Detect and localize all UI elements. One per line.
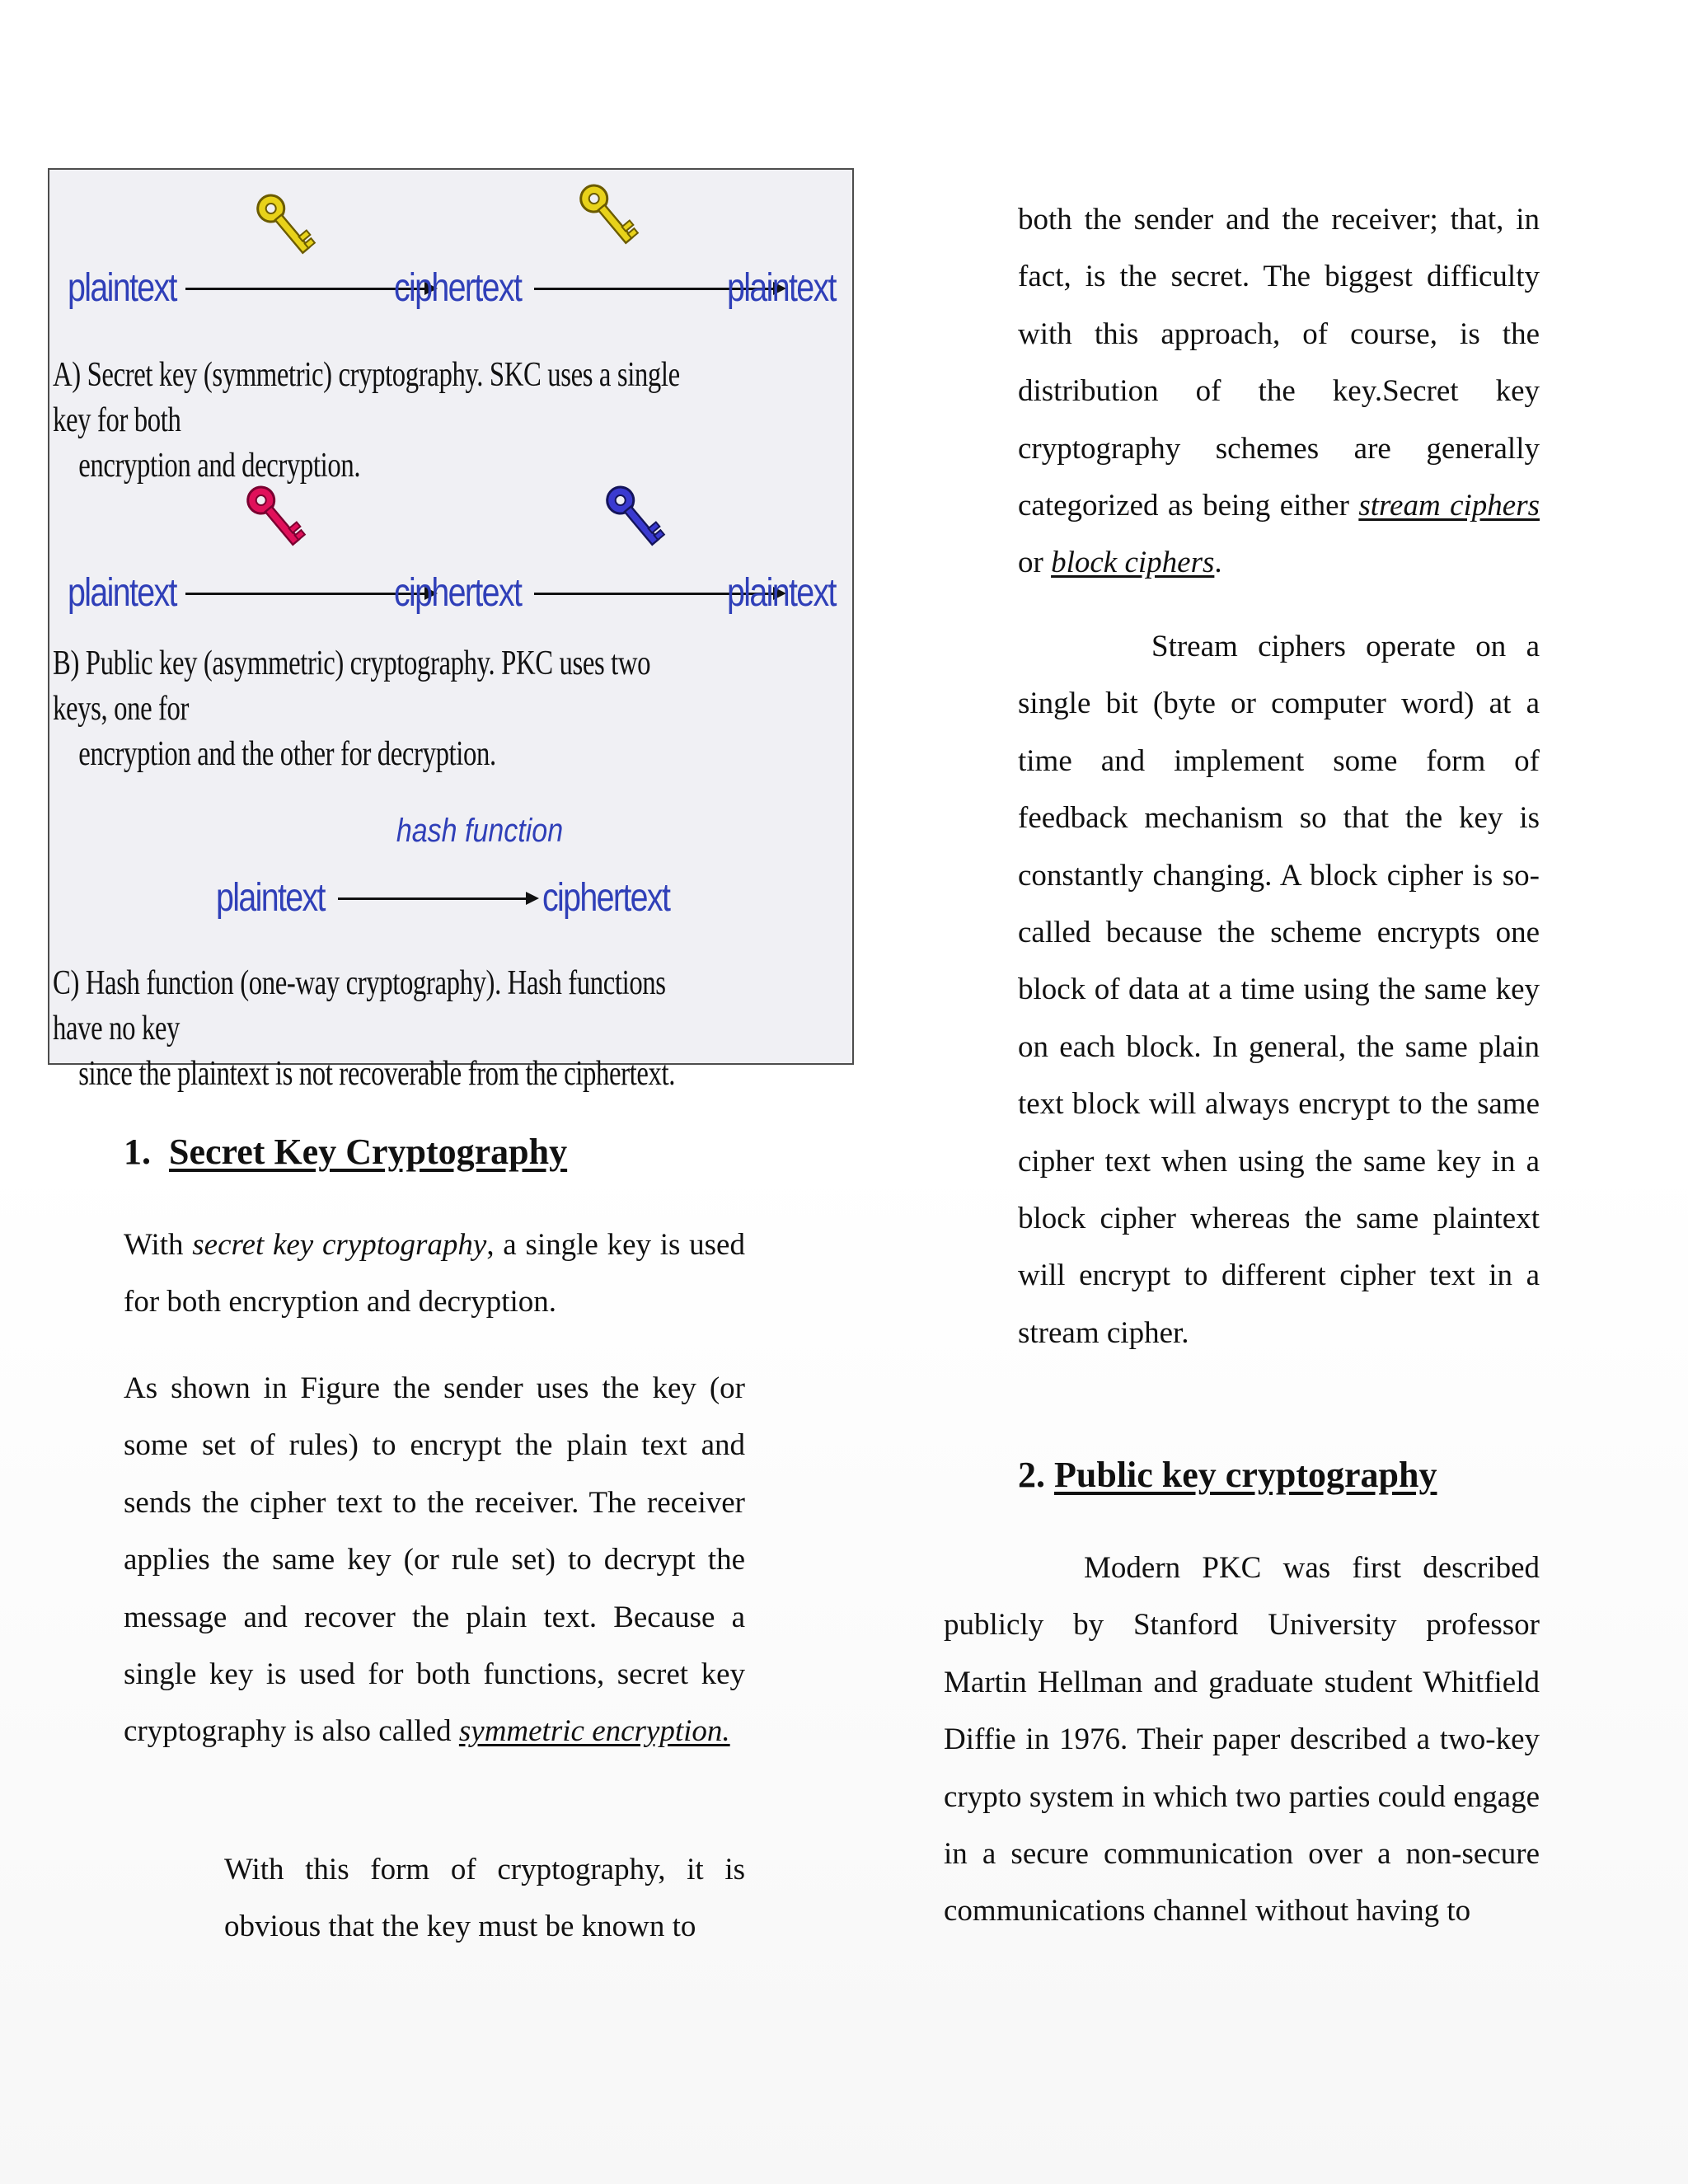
paragraph-skc-intro xyxy=(124,1216,745,1331)
paragraph-key-distribution xyxy=(1018,191,1540,592)
caption-a-line1: A) Secret key (symmetric) cryptography. SKC uses a single key for both xyxy=(53,356,680,439)
flow-plaintext-a2: plaintext xyxy=(727,266,836,310)
flow-plaintext-c: plaintext xyxy=(216,876,325,920)
paragraph-pkc-history: Modern PKC was first described publicly by Stanford University professor Martin Hellman and graduate student Whitfield Diffie in 1976. Their paper described a two-key crypto system in which two parties could engage in a secure communication over a non-secure communications channel without having to xyxy=(944,1551,1540,1929)
flow-plaintext-a1: plaintext xyxy=(68,266,176,310)
section-number: 1. xyxy=(124,1132,151,1172)
section-number: 2. xyxy=(1018,1455,1045,1495)
flow-ciphertext-c: ciphertext xyxy=(542,876,670,920)
flow-ciphertext-b: ciphertext xyxy=(394,571,522,615)
figure-caption-a xyxy=(53,353,696,489)
link-stream-ciphers[interactable]: stream ciphers xyxy=(1358,489,1540,523)
flow-ciphertext-a: ciphertext xyxy=(394,266,522,310)
emphasis-term: secret key cryptography xyxy=(192,1228,487,1262)
caption-c-line1: C) Hash function (one-way cryptography). Hash functions have no key xyxy=(53,964,666,1047)
text-span: . xyxy=(1214,546,1222,580)
private-key-icon xyxy=(603,478,669,560)
paragraph-stream-block-ciphers: Stream ciphers operate on a single bit (byte or computer word) at a time and implement some form of feedback mechanism so that the key is constantly changing. A block cipher is so- called because the scheme encrypts one block of data at a time using the same key on each block. In general, the same plain text block will always encrypt to the same cipher text when using the same key in a block cipher whereas the same plaintext will encrypt to different cipher text in a stream cipher. xyxy=(1018,630,1540,1350)
flow-plaintext-b2: plaintext xyxy=(727,571,836,615)
text-span: , a single key is used for both encryption and decryption. xyxy=(124,1228,745,1319)
secret-key-icon xyxy=(577,176,643,259)
figure-row-public-key xyxy=(49,560,852,626)
flow-plaintext-b1: plaintext xyxy=(68,571,176,615)
caption-c-line2: since the plaintext is not recoverable from the ciphertext. xyxy=(78,1055,676,1093)
section-heading-public-key xyxy=(1018,1451,1437,1500)
link-symmetric-encryption[interactable]: symmetric encryption. xyxy=(458,1714,730,1749)
public-key-icon xyxy=(244,478,310,560)
secret-key-icon xyxy=(254,186,320,269)
caption-b-line1: B) Public key (asymmetric) cryptography. PKC uses two keys, one for xyxy=(53,644,651,728)
section-title: Secret Key Cryptography xyxy=(169,1132,568,1172)
caption-a-line2: encryption and decryption. xyxy=(78,447,361,485)
figure-row-secret-key xyxy=(49,255,852,321)
section-title: Public key cryptography xyxy=(1054,1455,1437,1495)
text-span: or xyxy=(1018,546,1052,580)
section-heading-secret-key xyxy=(124,1127,567,1177)
paragraph-skc-process xyxy=(124,1360,745,1760)
figure-caption-c xyxy=(53,961,696,1097)
flow-arrow xyxy=(338,898,536,900)
figure-caption-b xyxy=(53,641,696,777)
text-span: As shown in Figure the sender uses the key (or some set of rules) to encrypt the plain text and sends the cipher text to the receiver. The receiver applies the same key (or rule set) to decrypt the message and recover the plain text. Because a single key is used for both functions, secret key cryptography is also called xyxy=(124,1371,745,1749)
figure-row-hash xyxy=(49,865,852,931)
text-span: With xyxy=(124,1228,193,1262)
hash-function-label: hash function xyxy=(396,813,564,849)
text-span: both the sender and the receiver; that, in fact, is the secret. The biggest difficulty with this approach, of course, is the distribution of the key.Secret key cryptography schemes are generally categorized as being either xyxy=(1018,203,1540,523)
caption-b-line2: encryption and the other for decryption. xyxy=(78,735,496,773)
cryptography-figure xyxy=(48,168,854,1093)
paragraph-key-known: With this form of cryptography, it is obvious that the key must be known to xyxy=(224,1853,745,1944)
link-block-ciphers[interactable]: block ciphers xyxy=(1051,546,1215,580)
